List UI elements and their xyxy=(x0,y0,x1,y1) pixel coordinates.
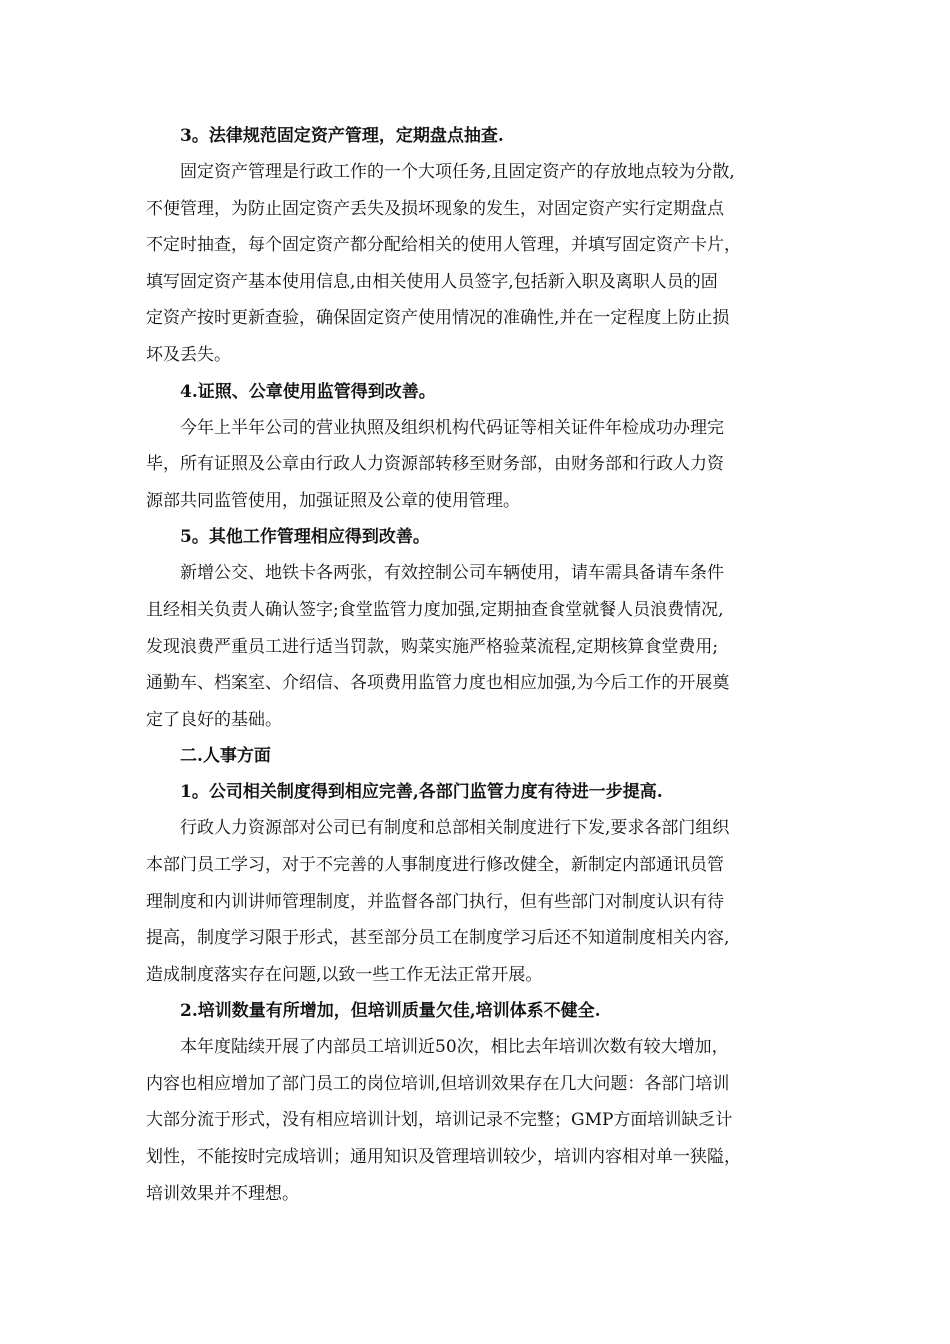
paragraph-line: 填写固定资产基本使用信息,由相关使用人员签字,包括新入职及离职人员的固 xyxy=(146,271,718,292)
body-paragraph xyxy=(146,410,806,520)
section-heading: 1。公司相关制度得到相应完善,各部门监管力度有待进一步提高. xyxy=(180,782,663,803)
document-body xyxy=(146,118,806,1212)
paragraph-line: 定资产按时更新查验，确保固定资产使用情况的准确性,并在一定程度上防止损 xyxy=(146,308,730,329)
paragraph-line: 划性，不能按时完成培训；通用知识及管理培训较少，培训内容相对单一狭隘， xyxy=(146,1147,741,1168)
section-heading: 二.人事方面 xyxy=(180,746,271,767)
body-paragraph xyxy=(146,810,806,993)
paragraph-line: 且经相关负责人确认签字;食堂监管力度加强,定期抽查食堂就餐人员浪费情况, xyxy=(146,599,724,620)
paragraph-line: 坏及丢失。 xyxy=(146,344,231,365)
paragraph-line: 提高，制度学习限于形式，甚至部分员工在制度学习后还不知道制度相关内容, xyxy=(146,928,730,949)
body-paragraph xyxy=(146,154,806,374)
paragraph-line: 本部门员工学习，对于不完善的人事制度进行修改健全，新制定内部通讯员管 xyxy=(146,854,724,875)
paragraph-line: 内容也相应增加了部门员工的岗位培训,但培训效果存在几大问题：各部门培训 xyxy=(146,1073,730,1094)
section-heading: 3。法律规范固定资产管理，定期盘点抽查. xyxy=(180,126,504,146)
paragraph-line: 本年度陆续开展了内部员工培训近50次，相比去年培训次数有较大增加， xyxy=(180,1037,729,1058)
paragraph-line: 定了良好的基础。 xyxy=(146,709,282,730)
paragraph-line: 培训效果并不理想。 xyxy=(146,1183,299,1204)
paragraph-line: 今年上半年公司的营业执照及组织机构代码证等相关证件年检成功办理完 xyxy=(180,417,724,438)
paragraph-line: 固定资产管理是行政工作的一个大项任务,且固定资产的存放地点较为分散, xyxy=(180,162,735,182)
paragraph-line: 理制度和内训讲师管理制度，并监督各部门执行，但有些部门对制度认识有待 xyxy=(146,891,724,912)
section-heading: 4.证照、公章使用监管得到改善。 xyxy=(180,381,436,402)
paragraph-line: 不定时抽查，每个固定资产都分配给相关的使用人管理，并填写固定资产卡片， xyxy=(146,235,741,256)
paragraph-line: 行政人力资源部对公司已有制度和总部相关制度进行下发,要求各部门组织 xyxy=(180,818,730,839)
body-paragraph xyxy=(146,555,806,738)
body-paragraph xyxy=(146,1029,806,1212)
paragraph-line: 发现浪费严重员工进行适当罚款，购菜实施严格验菜流程,定期核算食堂费用; xyxy=(146,636,719,657)
paragraph-line: 通勤车、档案室、介绍信、各项费用监管力度也相应加强,为今后工作的开展奠 xyxy=(146,673,730,694)
paragraph-line: 新增公交、地铁卡各两张，有效控制公司车辆使用，请车需具备请车条件 xyxy=(180,563,724,584)
section-heading: 2.培训数量有所增加，但培训质量欠佳,培训体系不健全. xyxy=(180,1001,601,1022)
paragraph-line: 造成制度落实存在问题,以致一些工作无法正常开展。 xyxy=(146,964,543,985)
paragraph-line: 毕，所有证照及公章由行政人力资源部转移至财务部，由财务部和行政人力资 xyxy=(146,454,724,475)
paragraph-line: 源部共同监管使用，加强证照及公章的使用管理。 xyxy=(146,490,520,511)
section-heading: 5。其他工作管理相应得到改善。 xyxy=(180,527,430,548)
paragraph-line: 大部分流于形式，没有相应培训计划，培训记录不完整；GMP方面培训缺乏计 xyxy=(146,1110,733,1131)
paragraph-line: 不便管理，为防止固定资产丢失及损坏现象的发生，对固定资产实行定期盘点 xyxy=(146,198,724,219)
